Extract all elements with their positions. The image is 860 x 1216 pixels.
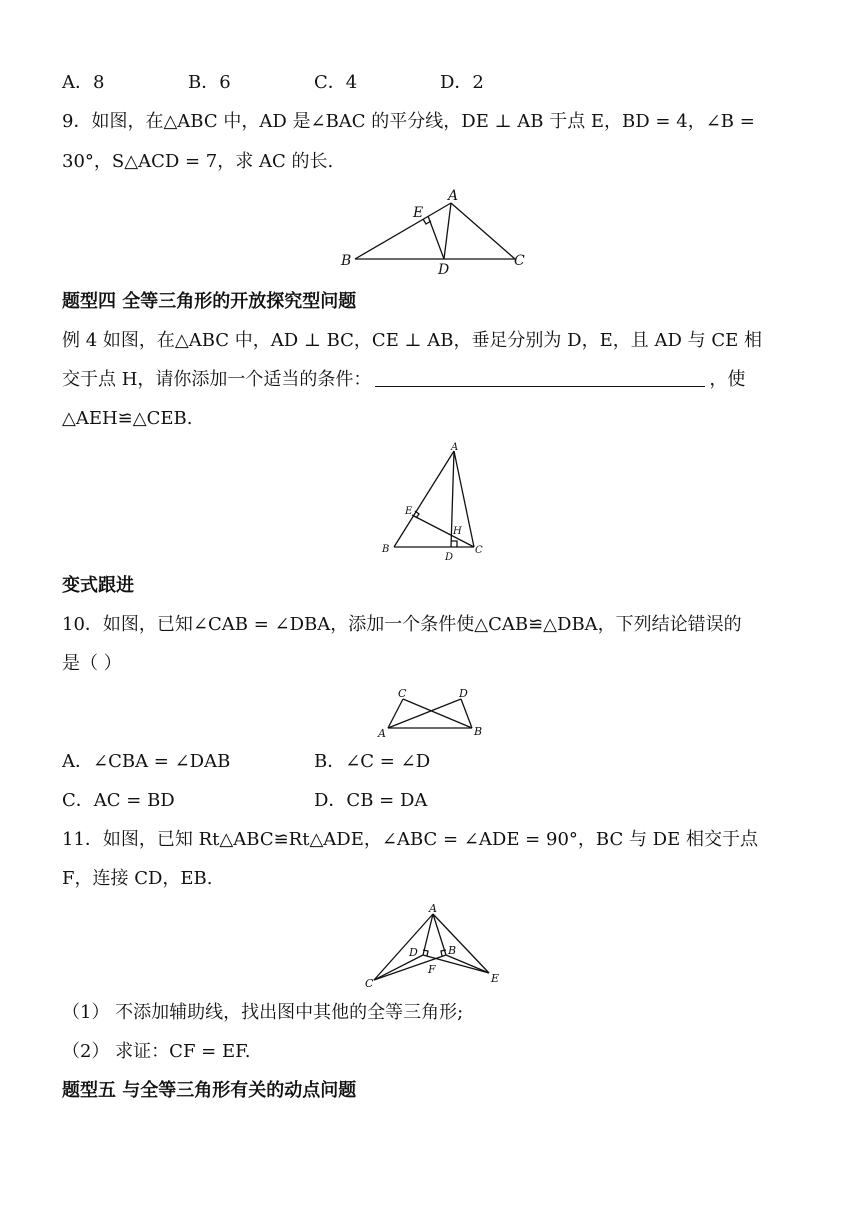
example4-figure <box>378 440 488 565</box>
ex4-label-e: E <box>405 506 413 517</box>
q9-label-b: B <box>341 253 352 269</box>
q10-line2: 是（ ） <box>62 653 122 674</box>
example4-line2-pre: 交于点 H，请你添加一个适当的条件： <box>62 369 372 390</box>
q10-label-b: B <box>474 725 483 738</box>
q10-label-c: C <box>398 687 407 700</box>
q10-figure <box>375 685 495 740</box>
q8-option-d: D．2 <box>440 72 484 93</box>
q9-figure <box>335 188 535 278</box>
variant-title: 变式跟进 <box>62 575 134 596</box>
ex4-label-b: B <box>382 544 390 555</box>
q11-sub1: （1） 不添加辅助线，找出图中其他的全等三角形; <box>62 1002 464 1023</box>
q8-option-c: C．4 <box>314 72 358 93</box>
ex4-label-h: H <box>453 526 462 537</box>
q11-figure <box>360 900 510 995</box>
example4-line2 <box>62 368 745 392</box>
q10-line1: 10．如图，已知∠CAB = ∠DBA，添加一个条件使△CAB≌△DBA，下列结论错误的 <box>62 614 742 635</box>
q8-option-a: A．8 <box>62 72 105 93</box>
q11-label-f: F <box>428 963 436 976</box>
ex4-label-a: A <box>451 442 459 453</box>
q10-option-d: D．CB = DA <box>314 790 428 811</box>
q11-line1: 11．如图，已知 Rt△ABC≌Rt△ADE，∠ABC = ∠ADE = 90°，BC 与 DE 相交于点 <box>62 829 758 850</box>
ex4-label-d: D <box>445 552 454 563</box>
section5-title: 题型五 与全等三角形有关的动点问题 <box>62 1080 357 1101</box>
example4-line2-post: ，使 <box>709 369 746 390</box>
q8-option-b: B．6 <box>188 72 231 93</box>
q10-label-a: A <box>378 727 386 740</box>
q9-line2: 30°，S△ACD = 7，求 AC 的长. <box>62 151 334 172</box>
q11-label-d: D <box>409 946 418 959</box>
q11-label-b: B <box>448 944 457 957</box>
q10-option-a: A．∠CBA = ∠DAB <box>62 751 231 772</box>
q10-option-c: C．AC = BD <box>62 790 175 811</box>
example4-line3: △AEH≌△CEB. <box>62 408 193 429</box>
q9-label-a: A <box>448 188 459 204</box>
example4-line1: 例 4 如图，在△ABC 中，AD ⊥ BC，CE ⊥ AB，垂足分别为 D，E，且 AD 与 CE 相 <box>62 330 762 351</box>
q11-line2: F，连接 CD，EB. <box>62 868 213 889</box>
q9-label-c: C <box>514 253 525 269</box>
q11-label-e: E <box>491 972 500 985</box>
q11-label-a: A <box>429 902 437 915</box>
ex4-label-c: C <box>475 545 483 556</box>
q9-label-d: D <box>438 262 450 278</box>
q11-label-c: C <box>365 977 374 990</box>
q10-label-d: D <box>459 687 468 700</box>
q10-option-b: B．∠C = ∠D <box>314 751 431 772</box>
q11-sub2: （2） 求证：CF = EF. <box>62 1041 251 1062</box>
answer-blank <box>375 368 705 387</box>
section4-title: 题型四 全等三角形的开放探究型问题 <box>62 291 357 312</box>
q9-label-e: E <box>413 205 424 221</box>
q9-line1: 9．如图，在△ABC 中，AD 是∠BAC 的平分线，DE ⊥ AB 于点 E，BD = 4，∠B = <box>62 111 755 132</box>
